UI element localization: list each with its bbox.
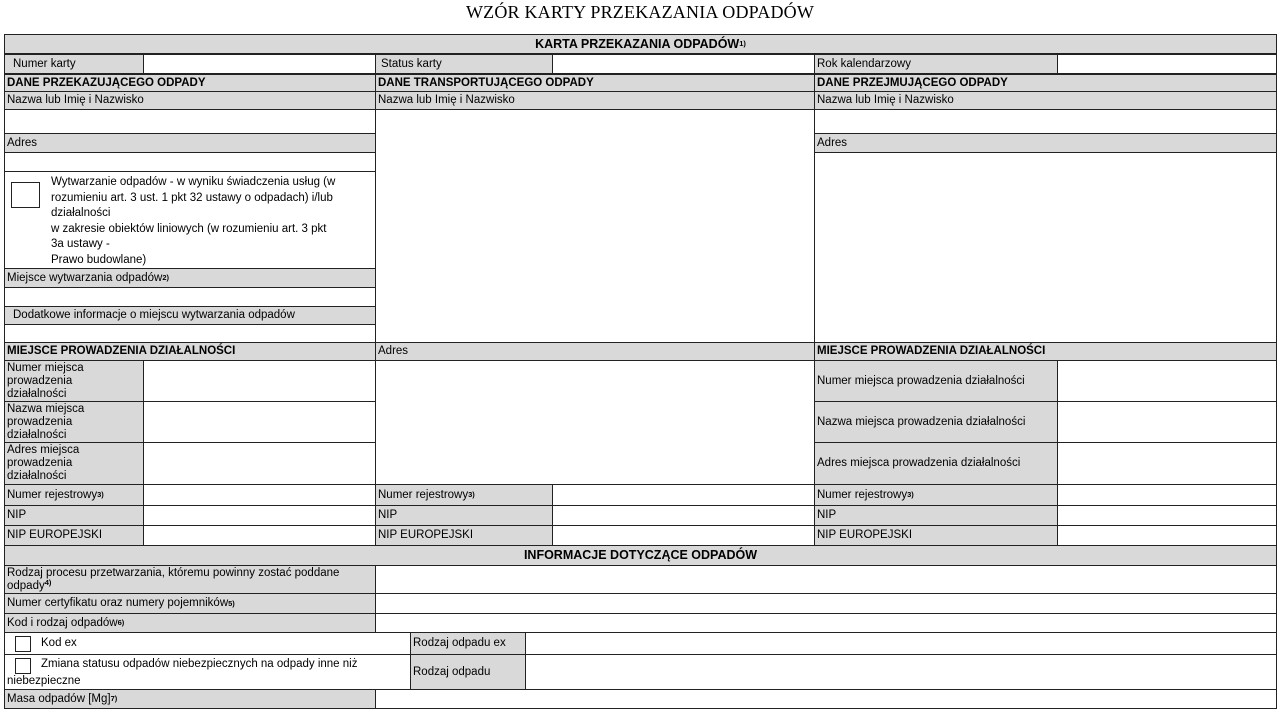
receiver-business-name-field[interactable]: [1057, 401, 1277, 443]
waste-mass-field[interactable]: [375, 689, 1277, 709]
waste-generation-place-field[interactable]: [4, 287, 376, 307]
status-change-row: [4, 654, 411, 690]
status-change-label-line1: Zmiana statusu odpadów niebezpiecznych na odpady inne niż: [41, 658, 358, 670]
service-generation-block: [4, 171, 376, 269]
card-header: KARTA PRZEKAZANIA ODPADÓW 1): [4, 34, 1277, 54]
service-generation-text: Wytwarzanie odpadów - w wyniku świadczenia usług (w rozumieniu art. 3 ust. 1 pkt 32 ustawy o odpadach) i/lub działalności w zakresie obiektów liniowych (w rozumieniu art. 3 pkt 3a ustawy - Prawo budowlane): [51, 176, 336, 266]
transferor-business-address-field[interactable]: [143, 442, 376, 485]
transporter-name-label: Nazwa lub Imię i Nazwisko: [375, 91, 815, 110]
code-ex-label: Kod ex: [41, 637, 77, 649]
transferor-name-label: Nazwa lub Imię i Nazwisko: [4, 91, 376, 110]
transferor-address-label: Adres: [4, 133, 376, 153]
transferor-business-number-field[interactable]: [143, 360, 376, 402]
transferor-nip-label: NIP: [4, 505, 144, 526]
receiver-nip-field[interactable]: [1057, 505, 1277, 526]
code-ex-row: [4, 632, 411, 655]
calendar-year-field[interactable]: [1057, 54, 1277, 74]
receiver-name-label: Nazwa lub Imię i Nazwisko: [814, 91, 1277, 110]
receiver-business-address-label: Adres miejsca prowadzenia działalności: [814, 442, 1058, 485]
receiver-registry-field[interactable]: [1057, 484, 1277, 506]
transporter-name-field[interactable]: [375, 109, 815, 343]
transporter-registry-label: Numer rejestrowy 3): [375, 484, 553, 506]
page-title: WZÓR KARTY PRZEKAZANIA ODPADÓW: [465, 2, 815, 22]
transferor-address-field[interactable]: [4, 152, 376, 172]
card-status-field[interactable]: [552, 54, 815, 74]
receiver-nip-label: NIP: [814, 505, 1058, 526]
transporter-nip-field[interactable]: [552, 505, 815, 526]
code-ex-checkbox[interactable]: [15, 636, 31, 652]
receiver-business-address-field[interactable]: [1057, 442, 1277, 485]
certificate-label: Numer certyfikatu oraz numery pojemników 5): [4, 593, 376, 614]
transporter-address-label: Adres: [375, 342, 815, 361]
transporter-section-header: DANE TRANSPORTUJĄCEGO ODPADY: [375, 74, 815, 92]
additional-info-field[interactable]: [4, 324, 376, 343]
transferor-business-number-label: Numer miejsca prowadzenia działalności: [4, 360, 144, 402]
receiver-address-field[interactable]: [814, 152, 1277, 343]
waste-type-field[interactable]: [525, 654, 1277, 690]
process-type-label: Rodzaj procesu przetwarzania, któremu powinny zostać poddane odpady$^{4)}$: [4, 565, 376, 594]
transferor-nip-eu-field[interactable]: [143, 525, 376, 546]
status-change-checkbox[interactable]: [15, 658, 31, 674]
receiver-section-header: DANE PRZEJMUJĄCEGO ODPADY: [814, 74, 1277, 92]
receiver-registry-label: Numer rejestrowy 3): [814, 484, 1058, 506]
transferor-name-field[interactable]: [4, 109, 376, 134]
transporter-nip-eu-label: NIP EUROPEJSKI: [375, 525, 553, 546]
waste-code-field[interactable]: [375, 613, 1277, 633]
transferor-registry-field[interactable]: [143, 484, 376, 506]
additional-info-label: Dodatkowe informacje o miejscu wytwarzania odpadów: [4, 306, 376, 325]
status-change-label-line2: niebezpieczne: [7, 675, 81, 687]
receiver-business-name-label: Nazwa miejsca prowadzenia działalności: [814, 401, 1058, 443]
calendar-year-label: Rok kalendarzowy: [814, 54, 1058, 74]
transporter-registry-field[interactable]: [552, 484, 815, 506]
type-ex-label: Rodzaj odpadu ex: [410, 632, 526, 655]
receiver-nip-eu-field[interactable]: [1057, 525, 1277, 546]
transporter-nip-eu-field[interactable]: [552, 525, 815, 546]
card-header-text: KARTA PRZEKAZANIA ODPADÓW: [535, 36, 740, 51]
receiver-nip-eu-label: NIP EUROPEJSKI: [814, 525, 1058, 546]
type-ex-field[interactable]: [525, 632, 1277, 655]
transferor-business-place-header: MIEJSCE PROWADZENIA DZIAŁALNOŚCI: [4, 342, 376, 361]
transporter-address-field[interactable]: [375, 360, 815, 485]
receiver-name-field[interactable]: [814, 109, 1277, 134]
waste-generation-place-label: Miejsce wytwarzania odpadów 2): [4, 268, 376, 288]
receiver-business-place-header: MIEJSCE PROWADZENIA DZIAŁALNOŚCI: [814, 342, 1277, 361]
receiver-business-number-field[interactable]: [1057, 360, 1277, 402]
receiver-address-label: Adres: [814, 133, 1277, 153]
transporter-nip-label: NIP: [375, 505, 553, 526]
card-status-label: Status karty: [375, 54, 553, 74]
waste-code-label: Kod i rodzaj odpadów 6): [4, 613, 376, 633]
transferor-section-header: DANE PRZEKAZUJĄCEGO ODPADY: [4, 74, 376, 92]
transferor-business-address-label: Adres miejsca prowadzenia działalności: [4, 442, 144, 485]
card-number-label: Numer karty: [4, 54, 144, 74]
transferor-nip-field[interactable]: [143, 505, 376, 526]
certificate-field[interactable]: [375, 593, 1277, 614]
service-generation-checkbox[interactable]: [11, 182, 40, 208]
waste-mass-label: Masa odpadów [Mg] 7): [4, 689, 376, 709]
transferor-nip-eu-label: NIP EUROPEJSKI: [4, 525, 144, 546]
transferor-business-name-label: Nazwa miejsca prowadzenia działalności: [4, 401, 144, 443]
transferor-registry-label: Numer rejestrowy 3): [4, 484, 144, 506]
waste-info-header: INFORMACJE DOTYCZĄCE ODPADÓW: [4, 545, 1277, 566]
card-number-field[interactable]: [143, 54, 376, 74]
waste-type-label: Rodzaj odpadu: [410, 654, 526, 690]
receiver-business-number-label: Numer miejsca prowadzenia działalności: [814, 360, 1058, 402]
process-type-field[interactable]: [375, 565, 1277, 594]
transferor-business-name-field[interactable]: [143, 401, 376, 443]
